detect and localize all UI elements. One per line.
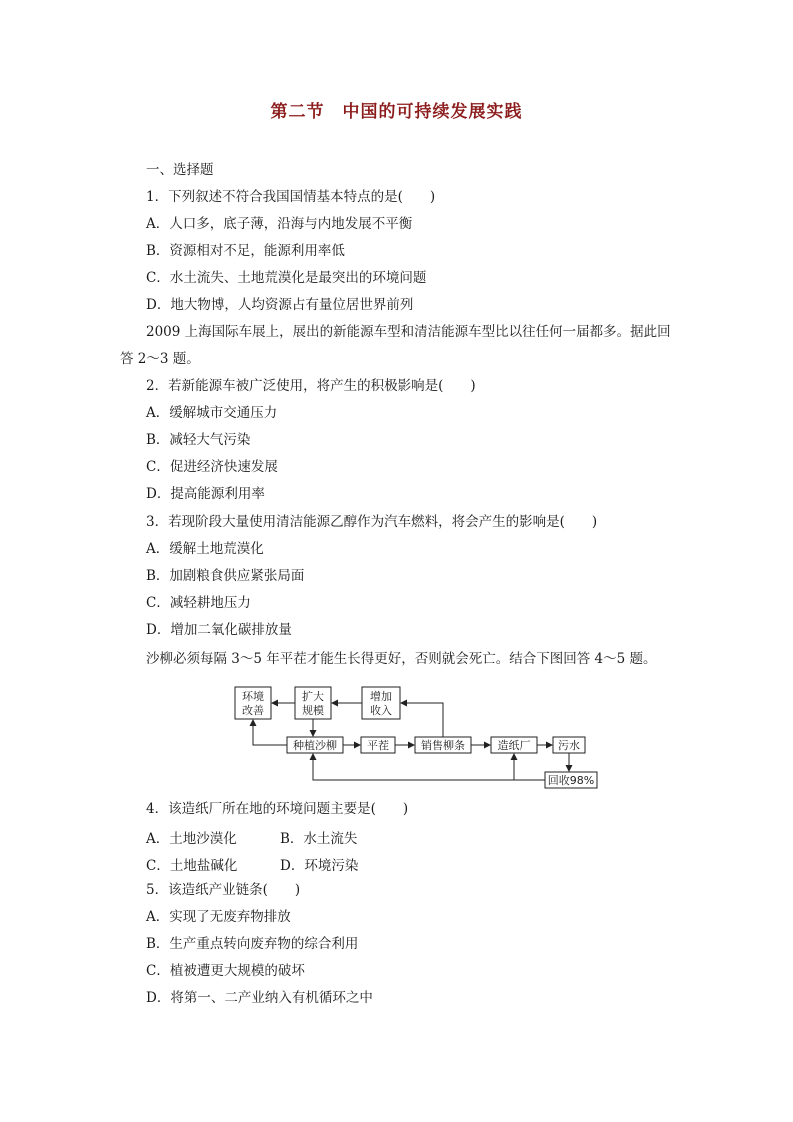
q1-option-c: C．水土流失、土地荒漠化是最突出的环境问题 <box>146 270 427 286</box>
cut-label: 平茬 <box>367 739 389 752</box>
income-line2: 收入 <box>370 704 392 717</box>
q3-option-a: A．缓解土地荒漠化 <box>146 541 264 557</box>
q5-stem: 5．该造纸产业链条( ) <box>146 882 301 898</box>
intro-2-3-line1: 2009 上海国际车展上，展出的新能源车型和清洁能源车型比以往任何一届都多。据此回 <box>146 324 671 340</box>
q5-option-c: C．植被遭更大规模的破坏 <box>146 963 305 979</box>
q5-option-d: D．将第一、二产业纳入有机循环之中 <box>146 990 373 1006</box>
expand-line2: 规模 <box>302 704 324 717</box>
sewage-label: 污水 <box>558 739 580 752</box>
q4-option-a: A．土地沙漠化 <box>146 831 237 847</box>
intro-2-3-line2: 答 2～3 题。 <box>120 351 200 367</box>
paper-label: 造纸厂 <box>497 739 531 752</box>
income-line1: 增加 <box>370 690 392 703</box>
q5-option-a: A．实现了无废弃物排放 <box>146 909 291 925</box>
q3-option-c: C．减轻耕地压力 <box>146 595 251 611</box>
q3-stem: 3．若现阶段大量使用清洁能源乙醇作为汽车燃料，将会产生的影响是( ) <box>146 514 598 530</box>
q4-options-row1 <box>146 827 358 847</box>
sell-label: 销售柳条 <box>421 739 465 752</box>
q1-option-a: A．人口多，底子薄，沿海与内地发展不平衡 <box>146 216 413 232</box>
recycle-label: 回收98% <box>547 774 595 787</box>
section-heading: 一、选择题 <box>146 162 214 178</box>
expand-line1: 扩大 <box>302 690 324 703</box>
q1-stem: 1．下列叙述不符合我国国情基本特点的是( ) <box>146 189 436 205</box>
plant-label: 种植沙柳 <box>293 739 337 752</box>
q4-options-row2 <box>146 854 359 874</box>
q2-stem: 2．若新能源车被广泛使用，将产生的积极影响是( ) <box>146 378 476 394</box>
q3-option-d: D．增加二氧化碳排放量 <box>146 622 292 638</box>
flow-diagram <box>225 680 605 792</box>
q4-option-d: D．环境污染 <box>280 858 359 874</box>
q4-stem: 4．该造纸厂所在地的环境问题主要是( ) <box>146 801 409 817</box>
env-line2: 改善 <box>242 704 264 717</box>
q2-option-d: D．提高能源利用率 <box>146 486 265 502</box>
section-name: 中国的可持续发展实践 <box>342 102 523 122</box>
page-title <box>0 97 793 122</box>
q1-option-d: D．地大物博，人均资源占有量位居世界前列 <box>146 297 414 313</box>
q3-option-b: B．加剧粮食供应紧张局面 <box>146 568 305 584</box>
q2-option-a: A．缓解城市交通压力 <box>146 405 278 421</box>
q5-option-b: B．生产重点转向废弃物的综合利用 <box>146 936 359 952</box>
q4-option-b: B．水土流失 <box>280 831 358 847</box>
env-line1: 环境 <box>242 690 264 703</box>
q2-option-b: B．减轻大气污染 <box>146 432 251 448</box>
q1-option-b: B．资源相对不足，能源利用率低 <box>146 243 345 259</box>
q4-option-c: C．土地盐碱化 <box>146 858 238 874</box>
q2-option-c: C．促进经济快速发展 <box>146 459 278 475</box>
section-number: 第二节 <box>270 102 325 122</box>
intro-4-5: 沙柳必须每隔 3～5 年平茬才能生长得更好，否则就会死亡。结合下图回答 4～5 题。 <box>146 651 657 667</box>
